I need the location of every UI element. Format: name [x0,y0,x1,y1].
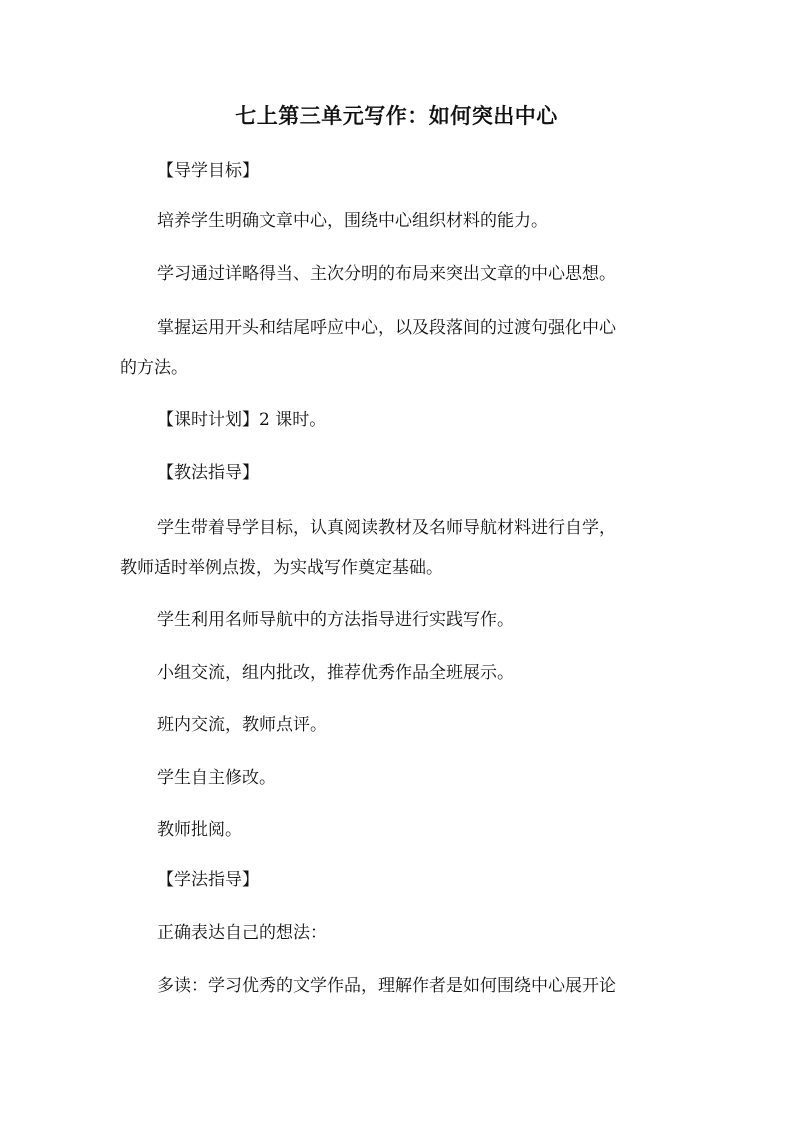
section-heading-learning-goals: 【导学目标】 [157,161,259,181]
section-heading-lesson-plan: 【课时计划】2 课时。 [157,410,327,430]
paragraph: 班内交流，教师点评。 [157,715,327,735]
paragraph: 学生利用名师导航中的方法指导进行实践写作。 [157,610,514,630]
page-title: 七上第三单元写作：如何突出中心 [235,103,558,128]
paragraph: 正确表达自己的想法： [157,923,327,943]
paragraph: 掌握运用开头和结尾呼应中心，以及段落间的过渡句强化中心 [157,318,616,338]
section-heading-study-guide: 【学法指导】 [157,870,259,890]
paragraph: 小组交流，组内批改，推荐优秀作品全班展示。 [157,663,514,683]
paragraph: 教师批阅。 [157,820,242,840]
paragraph-continuation: 教师适时举例点拨，为实战写作奠定基础。 [120,558,443,578]
paragraph: 学习通过详略得当、主次分明的布局来突出文章的中心思想。 [157,264,616,284]
paragraph: 学生带着导学目标，认真阅读教材及名师导航材料进行自学， [157,518,616,538]
section-heading-teaching-guide: 【教法指导】 [157,463,259,483]
paragraph: 培养学生明确文章中心，围绕中心组织材料的能力。 [157,211,548,231]
paragraph-continuation: 的方法。 [120,358,188,378]
paragraph: 多读：学习优秀的文学作品，理解作者是如何围绕中心展开论 [157,976,616,996]
paragraph: 学生自主修改。 [157,768,276,788]
